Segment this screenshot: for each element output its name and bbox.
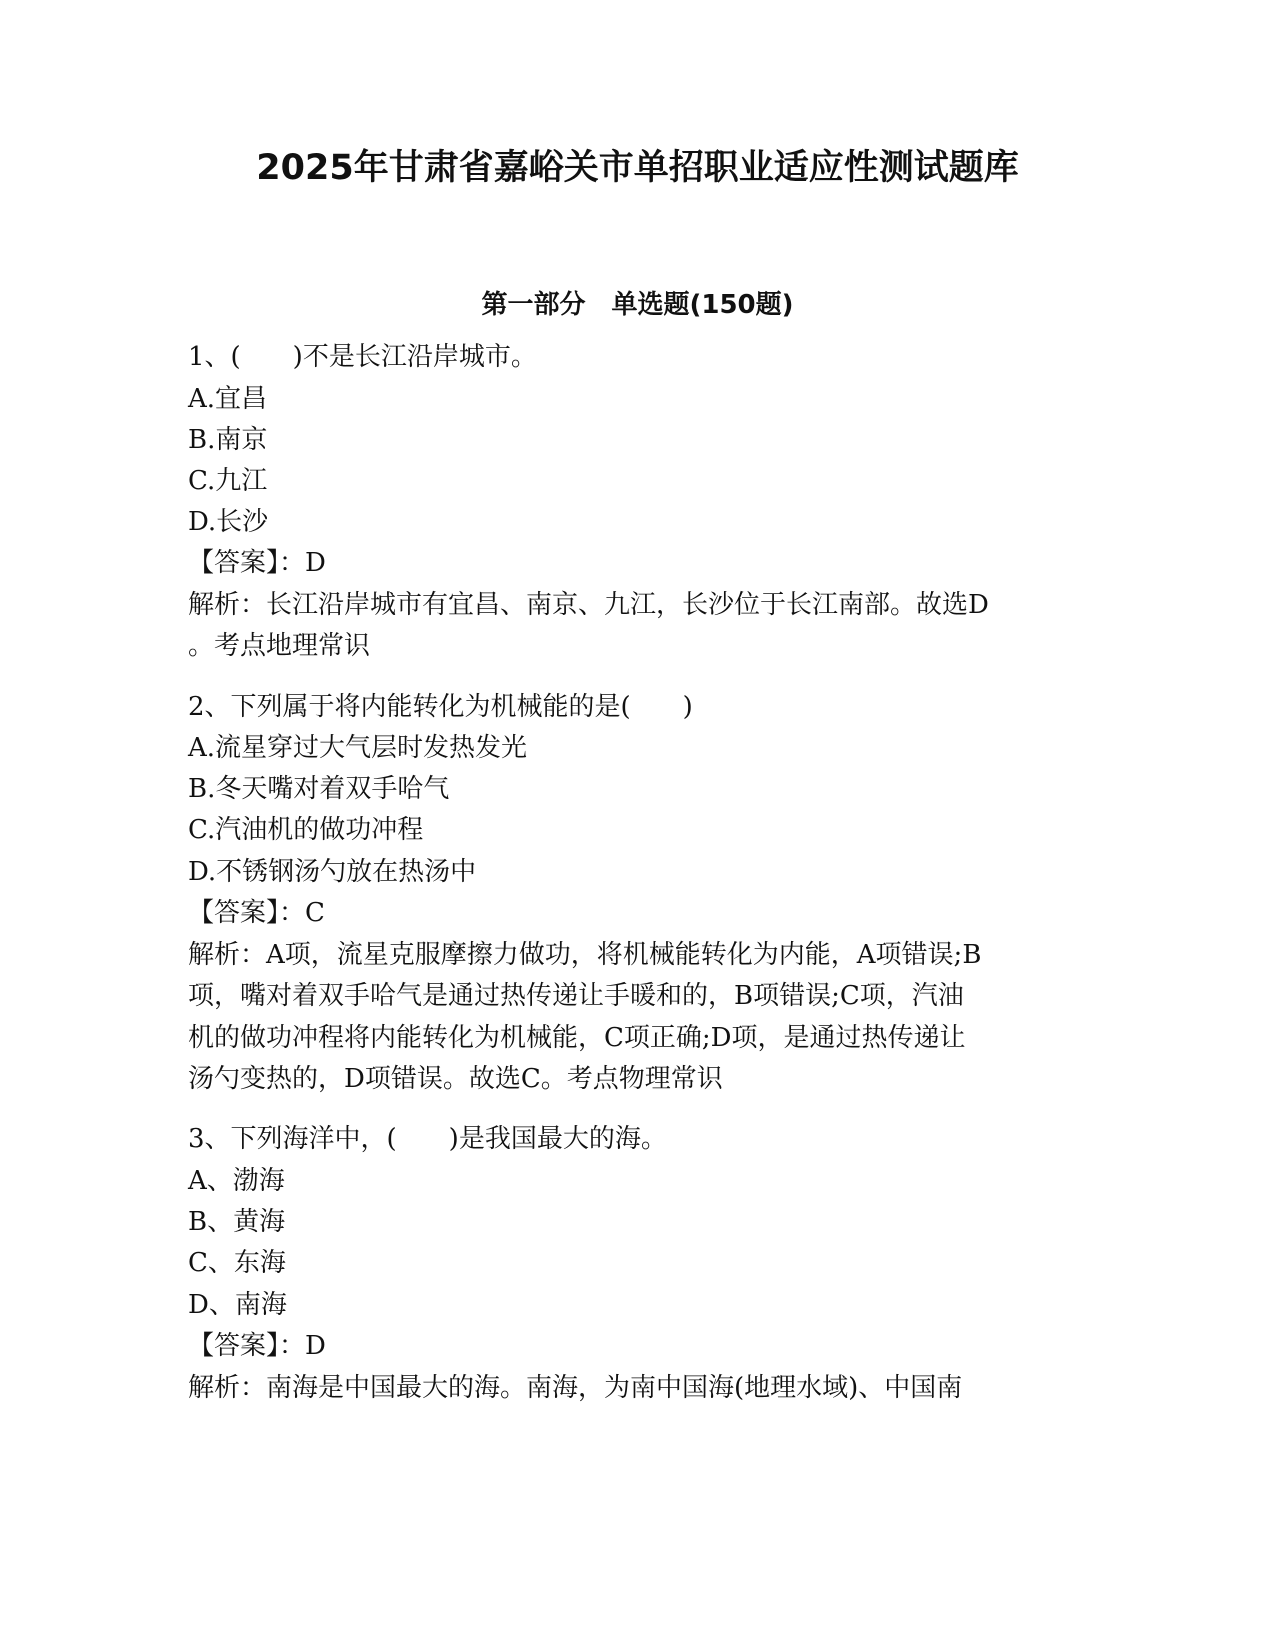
option-a: A、渤海 [188,1166,285,1196]
option-a: A.流星穿过大气层时发热发光 [188,733,528,763]
analysis-line: 机的做功冲程将内能转化为机械能，C项正确;D项，是通过热传递让 [188,1023,966,1053]
option-b: B.南京 [188,425,268,455]
option-d: D.长沙 [188,507,269,537]
option-a: A.宜昌 [188,384,268,414]
option-b: B.冬天嘴对着双手哈气 [188,774,450,804]
answer-line: 【答案】：C [188,898,325,928]
option-d: D、南海 [188,1290,287,1320]
answer-line: 【答案】：D [188,548,326,578]
option-c: C.汽油机的做功冲程 [188,815,424,845]
analysis-line: 解析：南海是中国最大的海。南海，为南中国海(地理水域)、中国南 [188,1373,963,1403]
analysis-line: 解析：长江沿岸城市有宜昌、南京、九江，长沙位于长江南部。故选D [188,590,989,620]
analysis-line: 。考点地理常识 [188,631,371,661]
section-heading: 第一部分 单选题(150题) [481,290,794,320]
option-c: C.九江 [188,466,268,496]
option-b: B、黄海 [188,1207,286,1237]
analysis-line: 汤勺变热的，D项错误。故选C。考点物理常识 [188,1064,723,1094]
option-c: C、东海 [188,1248,286,1278]
question-stem: 1、( )不是长江沿岸城市。 [188,342,537,372]
answer-line: 【答案】：D [188,1331,326,1361]
option-d: D.不锈钢汤勺放在热汤中 [188,857,477,887]
analysis-line: 解析：A项，流星克服摩擦力做功，将机械能转化为内能，A项错误;B [188,940,982,970]
question-stem: 3、下列海洋中，( )是我国最大的海。 [188,1124,667,1154]
question-stem: 2、下列属于将内能转化为机械能的是( ) [188,692,693,722]
analysis-line: 项，嘴对着双手哈气是通过热传递让手暖和的，B项错误;C项，汽油 [188,981,964,1011]
document-title: 2025年甘肃省嘉峪关市单招职业适应性测试题库 [256,148,1019,188]
